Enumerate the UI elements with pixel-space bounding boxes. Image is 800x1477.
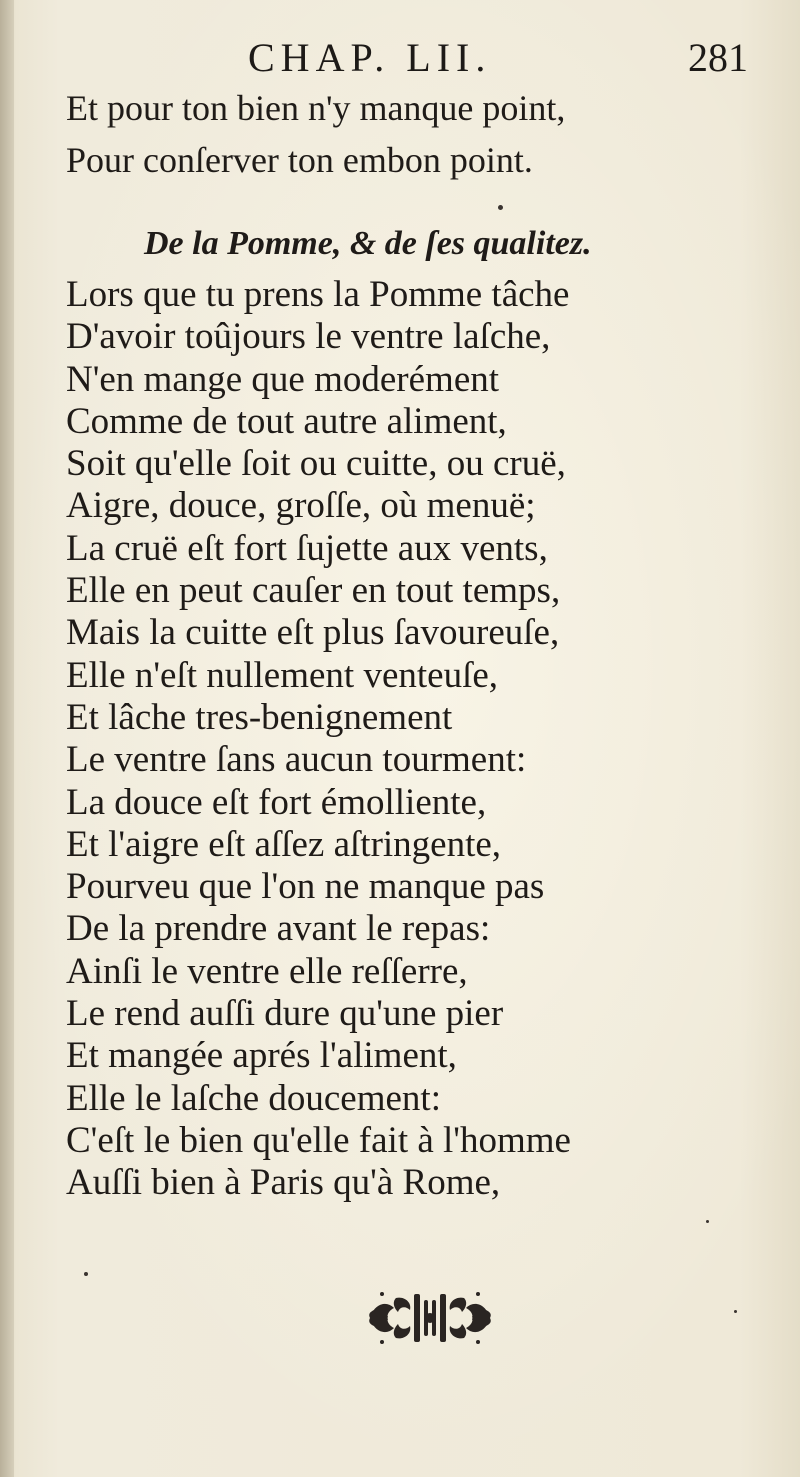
verse-line: Comme de tout autre aliment, <box>66 400 507 442</box>
verse-line: La cruë eſt fort ſujette aux vents, <box>66 527 548 569</box>
verse-line: N'en mange que moderément <box>66 358 500 400</box>
verse-line: Aigre, douce, groſſe, où menuë; <box>66 485 536 527</box>
verse-line: Elle le laſche doucement: <box>66 1077 441 1119</box>
section-heading: De la Pomme, & de ſes qualitez. <box>144 225 592 262</box>
verse-line: Le ventre ſans aucun tourment: <box>66 739 527 781</box>
chapter-heading: CHAP. LII. <box>248 35 492 80</box>
verse-line: Auſſi bien à Paris qu'à Rome, <box>66 1162 501 1204</box>
verse-line: Et mangée aprés l'aliment, <box>66 1035 457 1077</box>
verse-line: Pourveu que l'on ne manque pas <box>66 866 545 908</box>
verse-line: Et lâche tres-benignement <box>66 696 453 738</box>
verse-line: Et l'aigre eſt aſſez aſtringente, <box>66 823 502 865</box>
text-block <box>66 82 746 1205</box>
verse-line: Elle en peut cauſer en tout temps, <box>66 570 561 612</box>
page-gutter-shadow <box>0 0 14 1477</box>
verse-line: La douce eſt fort émolliente, <box>66 781 487 823</box>
verse-line: Ainſi le ventre elle reſſerre, <box>66 950 468 992</box>
verse-line: Soit qu'elle ſoit ou cuitte, ou cruë, <box>66 443 566 485</box>
page-number: 281 <box>688 35 748 80</box>
verse-line: Mais la cuitte eſt plus ſavoureuſe, <box>66 612 560 654</box>
verse-line: Pour conſerver ton embon point. <box>66 140 533 180</box>
verse-line: Lors que tu prens la Pomme tâche <box>66 274 570 315</box>
fleuron-icon <box>360 1286 500 1350</box>
verse-line: C'eſt le bien qu'elle fait à l'homme <box>66 1119 571 1161</box>
verse-line: Et pour ton bien n'y manque point, <box>66 88 566 128</box>
verse-line: De la prendre avant le repas: <box>66 908 491 950</box>
verse-line: Elle n'eſt nullement venteuſe, <box>66 654 499 696</box>
verse-line: Le rend auſſi dure qu'une pier <box>66 993 504 1035</box>
verse-line: D'avoir toûjours le ventre laſche, <box>66 316 551 358</box>
